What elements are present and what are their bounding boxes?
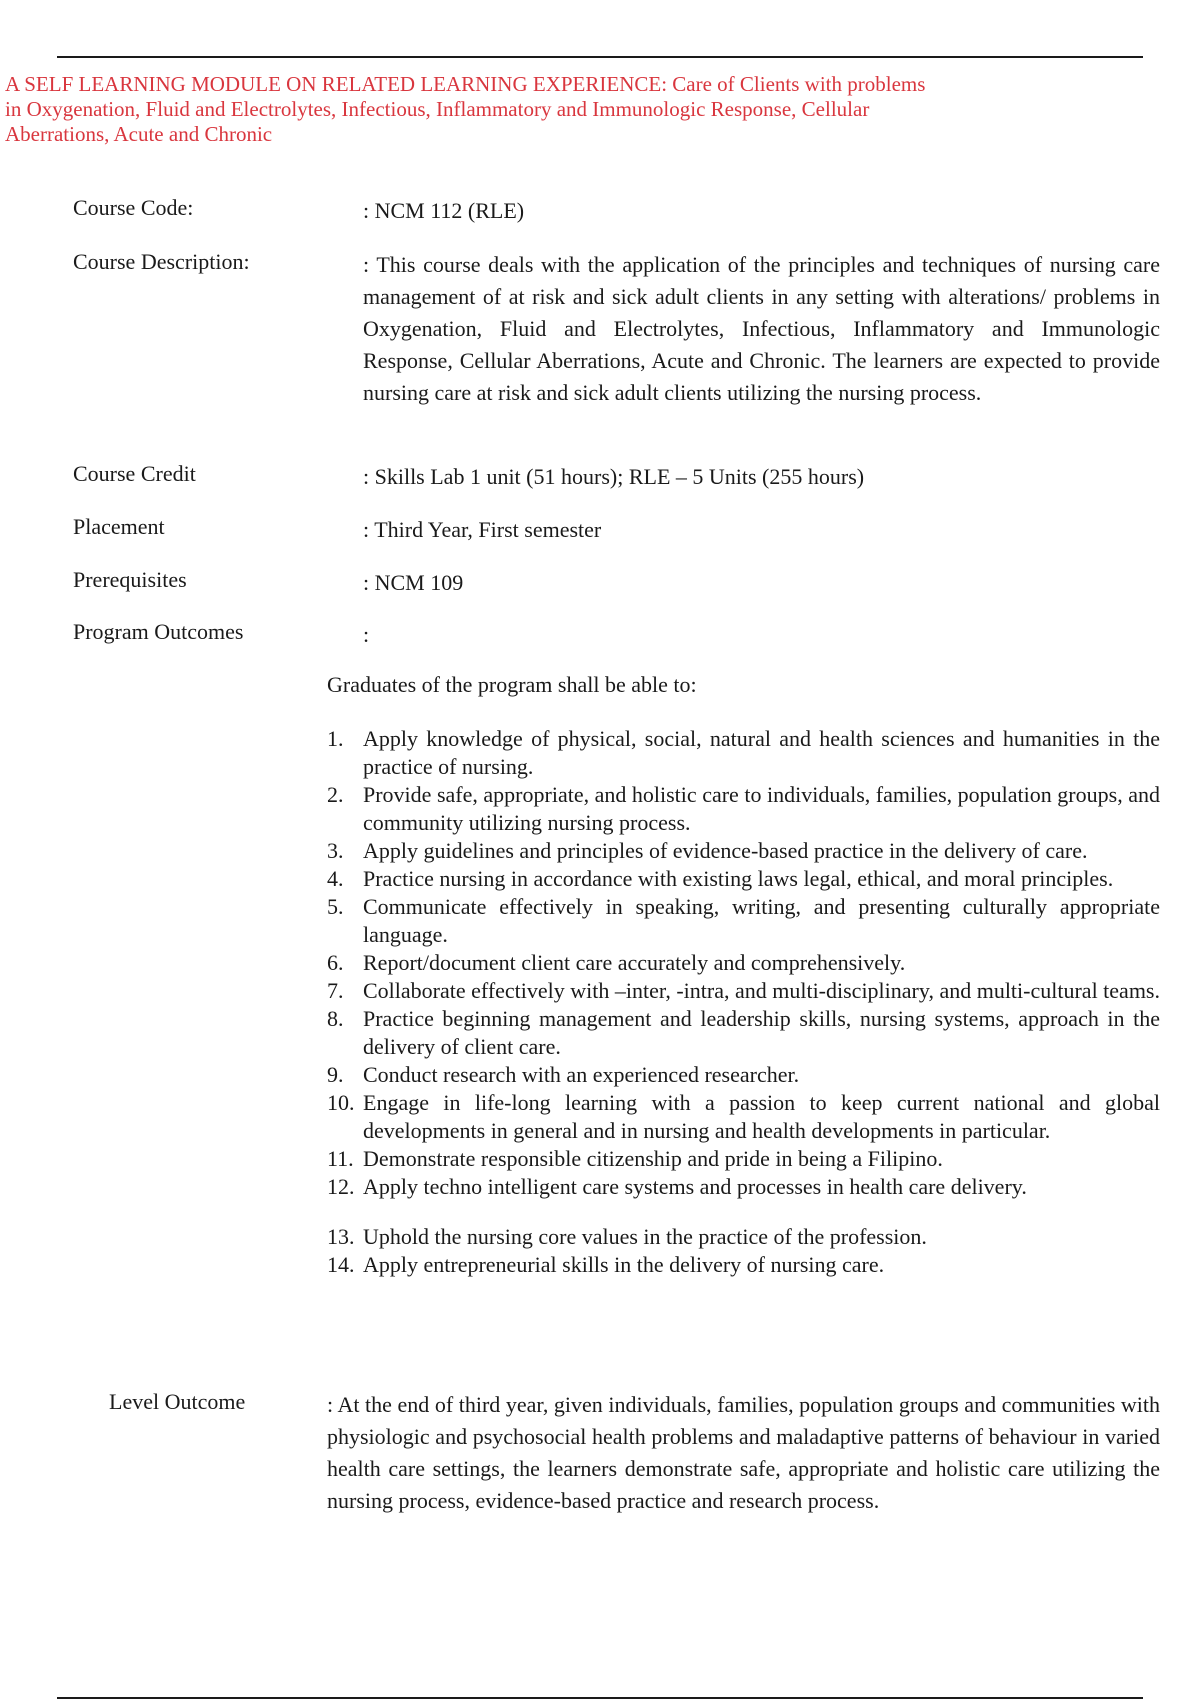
list-item-text: Apply techno intelligent care systems and processes in health care delivery. xyxy=(363,1174,1027,1199)
list-item-number: 10. xyxy=(327,1090,355,1115)
list-item-number: 3. xyxy=(327,838,344,863)
level-outcome-value: : At the end of third year, given individuals, families, population groups and communities with physiologic and psychosocial health problems and maladaptive patterns of behaviour in varied health care settings, the learners demonstrate safe, appropriate and holistic care utilizing the nursing process, evidence-based practice and research process. xyxy=(327,1392,1160,1513)
list-item xyxy=(327,725,1160,781)
graduates-intro: Graduates of the program shall be able to: xyxy=(327,672,697,697)
list-item-text: Uphold the nursing core values in the practice of the profession. xyxy=(363,1224,927,1249)
list-item xyxy=(327,1223,1160,1251)
list-item-number: 1. xyxy=(327,726,344,751)
list-item xyxy=(327,1089,1160,1145)
prerequisites-value: : NCM 109 xyxy=(363,570,464,595)
list-item-text: Demonstrate responsible citizenship and pride in being a Filipino. xyxy=(363,1146,943,1171)
list-item-text: Apply entrepreneurial skills in the delivery of nursing care. xyxy=(363,1252,885,1277)
list-item xyxy=(327,977,1160,1005)
placement-value: : Third Year, First semester xyxy=(363,517,602,542)
course-code-value: : NCM 112 (RLE) xyxy=(363,198,525,223)
list-item-number: 8. xyxy=(327,1006,344,1031)
course-description-label: Course Description: xyxy=(73,249,250,274)
list-item xyxy=(327,1251,1160,1279)
list-item xyxy=(327,1173,1160,1201)
level-outcome-label: Level Outcome xyxy=(109,1389,246,1414)
top-rule xyxy=(57,56,1143,58)
list-item xyxy=(327,865,1160,893)
prerequisites-label: Prerequisites xyxy=(73,567,187,592)
list-item xyxy=(327,781,1160,837)
list-item xyxy=(327,837,1160,865)
module-title: A SELF LEARNING MODULE ON RELATED LEARNING EXPERIENCE: Care of Clients with problems in Oxygenation, Fluid and Electrolytes, Infectious, Inflammatory and Immunologic Response, Cellular Aberrations, Acute and Chronic xyxy=(5,72,926,146)
list-item-text: Apply guidelines and principles of evidence-based practice in the delivery of care. xyxy=(363,838,1088,863)
list-item xyxy=(327,1061,1160,1089)
list-item-text: Collaborate effectively with –inter, -intra, and multi-disciplinary, and multi-cultural teams. xyxy=(363,978,1160,1003)
list-item-number: 9. xyxy=(327,1062,344,1087)
course-credit-label: Course Credit xyxy=(73,461,196,486)
course-description-value: : This course deals with the application of the principles and techniques of nursing care management of at risk and sick adult clients in any setting with alterations/ problems in Oxygenation, Fluid and Electrolytes, Infectious, Inflammatory and Immunologic Response, Cellular Aberrations, Acute and Chronic. The learners are expected to provide nursing care at risk and sick adult clients utilizing the nursing process. xyxy=(363,252,1160,405)
list-item-text: Engage in life-long learning with a passion to keep current national and global developments in general and in nursing and health developments in particular. xyxy=(363,1090,1160,1143)
course-code-label: Course Code: xyxy=(73,195,194,220)
placement-label: Placement xyxy=(73,514,165,539)
program-outcomes-colon: : xyxy=(363,622,370,647)
list-item-text: Conduct research with an experienced researcher. xyxy=(363,1062,800,1087)
list-item-number: 6. xyxy=(327,950,344,975)
list-item-text: Provide safe, appropriate, and holistic care to individuals, families, population groups, and community utilizing nursing process. xyxy=(363,782,1160,835)
list-item-text: Report/document client care accurately and comprehensively. xyxy=(363,950,906,975)
bottom-rule xyxy=(57,1697,1143,1699)
list-item-number: 14. xyxy=(327,1252,355,1277)
list-item-number: 2. xyxy=(327,782,344,807)
list-item xyxy=(327,1145,1160,1173)
list-item-text: Practice beginning management and leadership skills, nursing systems, approach in the delivery of client care. xyxy=(363,1006,1160,1059)
list-item-text: Apply knowledge of physical, social, natural and health sciences and humanities in the practice of nursing. xyxy=(363,726,1160,779)
list-item-number: 11. xyxy=(327,1146,354,1171)
list-item xyxy=(327,893,1160,949)
list-item-number: 5. xyxy=(327,894,344,919)
course-credit-value: : Skills Lab 1 unit (51 hours); RLE – 5 Units (255 hours) xyxy=(363,464,865,489)
list-item xyxy=(327,949,1160,977)
list-item-text: Practice nursing in accordance with existing laws legal, ethical, and moral principles. xyxy=(363,866,1114,891)
list-item-number: 7. xyxy=(327,978,344,1003)
list-item-number: 13. xyxy=(327,1224,355,1249)
program-outcomes-label: Program Outcomes xyxy=(73,619,244,644)
list-item-text: Communicate effectively in speaking, writing, and presenting culturally appropriate language. xyxy=(363,894,1160,947)
list-item xyxy=(327,1005,1160,1061)
program-outcomes-list xyxy=(327,725,1160,1279)
list-item-number: 12. xyxy=(327,1174,355,1199)
list-item-number: 4. xyxy=(327,866,344,891)
